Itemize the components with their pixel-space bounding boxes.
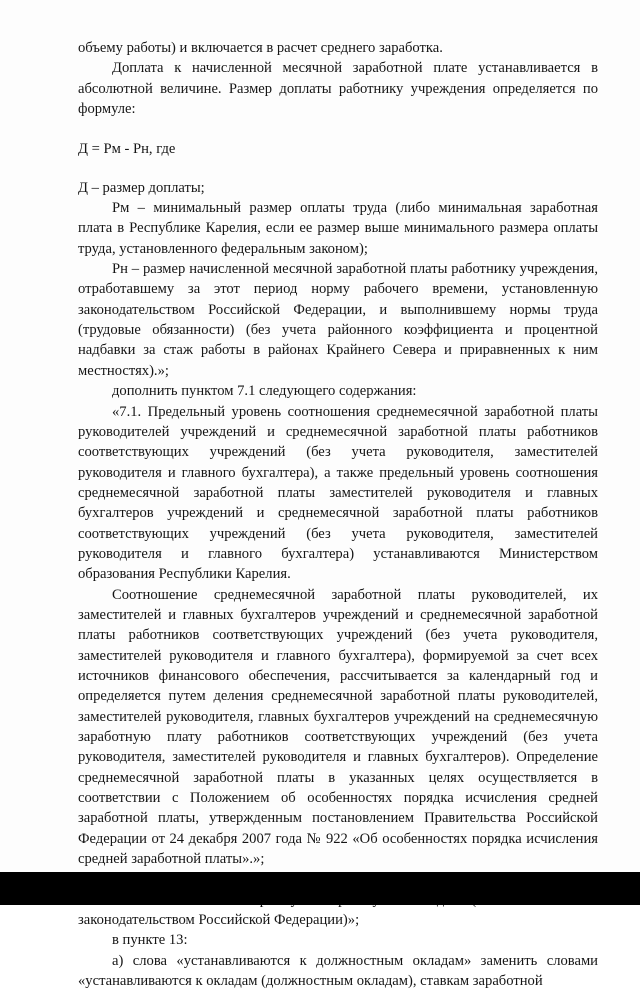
paragraph-item-13-a: а) слова «устанавливаются к должностным окладам» заменить словами «устанавливаются к окладам (должностным окладам), ставкам заработной [78, 952, 598, 990]
definition-d: Д – размер доплаты; [78, 179, 205, 196]
paragraph-surcharge-intro: Доплата к начисленной месячной заработной плате устанавливается в абсолютной величине. Размер доплаты работнику учреждения определяется по формуле: [78, 60, 598, 118]
definition-rm: Рм – минимальный размер оплаты труда (либо минимальная заработная плата в Республике Карелия, если ее размер выше минимального размера оплаты труда, установленного федеральным законом); [78, 200, 598, 257]
document-body [78, 38, 598, 991]
definition-rn: Рн – размер начисленной месячной заработной платы работнику учреждения, отработавшему за этот период норму рабочего времени, установленную законодательством Российской Федерации, и выполнившему нормы труда (трудовые обязанности) (без учета районного коэффициента и процентной надбавки за стаж работы в районах Крайнего Севера и приравненных к ним местностях).»; [78, 261, 598, 379]
paragraph-ratio: Соотношение среднемесячной заработной платы руководителей, их заместителей и главных бухгалтеров учреждений и среднемесячной заработной платы работников соответствующих учреждений (без учета руководителя, заместителей руководителя и главного бухгалтера), формируемой за счет всех источников финансового обеспечения, рассчитывается за календарный год и определяется путем деления среднемесячной заработной платы руководителей, заместителей руководителя, главных бухгалтеров учреждений на среднемесячную заработную плату работников соответствующих учреждений (без учета руководителя, заместителей руководителя и главных бухгалтеров). Определение среднемесячной заработной платы в указанных целях осуществляется в соответствии с Положением об особенностях порядка исчисления средней заработной платы, утвержденным постановлением Правительства Российской Федерации от 24 декабря 2007 года № 922 «Об особенностях порядка исчисления средней заработной платы».»; [78, 586, 598, 868]
paragraph-continuation: объему работы) и включается в расчет среднего заработка. [78, 40, 443, 56]
paragraph-item-13: в пункте 13: [112, 932, 188, 949]
scan-bottom-edge [0, 872, 640, 905]
paragraph-add-7-1: дополнить пунктом 7.1 следующего содержания: [112, 383, 417, 400]
paragraph-item-11: законодательством Российской Федерации)»; [78, 912, 360, 929]
formula: Д = Рм - Рн, где [78, 141, 176, 158]
paragraph-7-1: «7.1. Предельный уровень соотношения среднемесячной заработной платы руководителей учреждений и среднемесячной заработной платы работников соответствующих учреждений (без учета руководителя, заместителей руководителя и главного бухгалтера), а также предельный уровень соотношения среднемесячной заработной платы заместителей руководителя и главных бухгалтеров учреждений и среднемесячной заработной платы работников соответствующих учреждений (без учета руководителя, заместителей руководителя и главного бухгалтера) устанавливаются Министерством образования Республики Карелия. [78, 403, 598, 583]
